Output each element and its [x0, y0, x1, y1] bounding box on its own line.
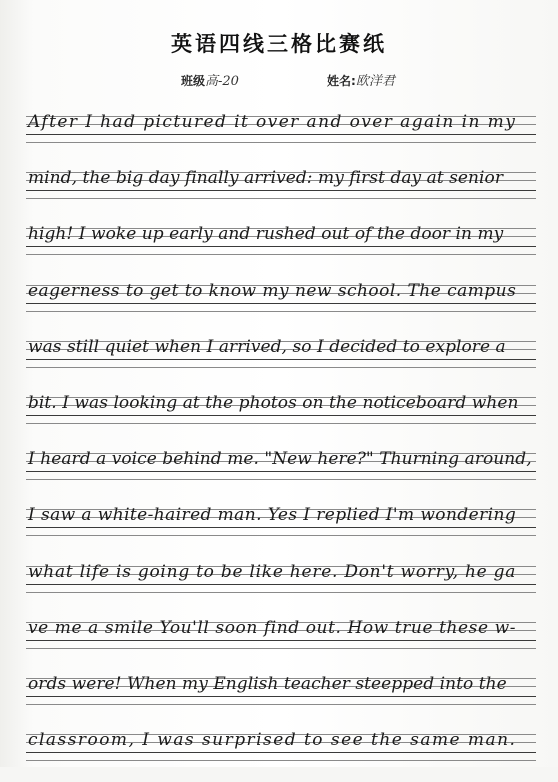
guide-rule	[26, 423, 536, 424]
writing-row	[26, 389, 536, 445]
guide-rule	[26, 198, 536, 199]
handwritten-line	[28, 618, 534, 638]
handwritten-line	[28, 449, 534, 469]
writing-row	[26, 333, 536, 389]
handwritten-line	[28, 224, 534, 244]
baseline-rule	[26, 584, 536, 585]
writing-row	[26, 164, 536, 220]
baseline-rule	[26, 246, 536, 247]
guide-rule	[26, 479, 536, 480]
handwritten-line	[28, 168, 534, 188]
guide-rule	[26, 648, 536, 649]
guide-rule	[26, 367, 536, 368]
baseline-rule	[26, 752, 536, 753]
baseline-rule	[26, 640, 536, 641]
handwritten-line	[28, 281, 534, 301]
line-text: what life is going to be like here. Don't worry, he ga	[28, 561, 517, 582]
handwritten-line	[28, 730, 534, 750]
guide-rule	[26, 254, 536, 255]
guide-rule	[26, 592, 536, 593]
line-text: high! I woke up early and rushed out of the door in my	[28, 224, 504, 245]
writing-row	[26, 670, 536, 726]
line-text: mind, the big day finally arrived: my first day at senior	[28, 168, 503, 189]
writing-row	[26, 558, 536, 614]
line-text: classroom, I was surprised to see the same man.	[28, 730, 517, 751]
guide-rule	[26, 142, 536, 143]
writing-row	[26, 108, 536, 164]
name-value: 欧洋君	[355, 74, 395, 89]
line-text: eagerness to get to know my new school. The campus	[28, 280, 517, 301]
handwritten-line	[28, 674, 534, 694]
baseline-rule	[26, 415, 536, 416]
writing-row	[26, 220, 536, 276]
baseline-rule	[26, 471, 536, 472]
baseline-rule	[26, 303, 536, 304]
line-text: bit. I was looking at the photos on the noticeboard when	[28, 393, 519, 413]
line-text: was still quiet when I arrived, so I decided to explore a	[28, 336, 506, 357]
line-text: I saw a white-haired man. Yes I replied I'm wondering	[28, 505, 517, 526]
baseline-rule	[26, 527, 536, 528]
class-label: 班级	[181, 74, 206, 88]
line-text: After I had pictured it over and over again in my	[28, 112, 517, 132]
guide-rule	[26, 704, 536, 705]
writing-row	[26, 501, 536, 557]
handwritten-line	[28, 112, 534, 132]
baseline-rule	[26, 359, 536, 360]
baseline-rule	[26, 190, 536, 191]
handwritten-line	[28, 505, 534, 525]
line-text: ords were! When my English teacher steepped into the	[28, 674, 507, 694]
line-text: I heard a voice behind me. "New here?" Thurning around,	[28, 449, 532, 470]
baseline-rule	[26, 696, 536, 697]
line-text: ve me a smile You'll soon find out. How true these w-	[28, 617, 517, 638]
guide-rule	[26, 311, 536, 312]
writing-row	[26, 277, 536, 333]
writing-row	[26, 726, 536, 782]
writing-row	[26, 614, 536, 670]
name-label: 姓名:	[327, 74, 356, 88]
baseline-rule	[26, 134, 536, 135]
class-value: 高-20	[205, 74, 239, 89]
handwritten-line	[28, 337, 534, 357]
guide-rule	[26, 760, 536, 761]
sheet-title: 英语四线三格比赛纸	[171, 32, 387, 56]
handwritten-line	[28, 562, 534, 582]
writing-row	[26, 445, 536, 501]
handwritten-line	[28, 393, 534, 413]
guide-rule	[26, 535, 536, 536]
